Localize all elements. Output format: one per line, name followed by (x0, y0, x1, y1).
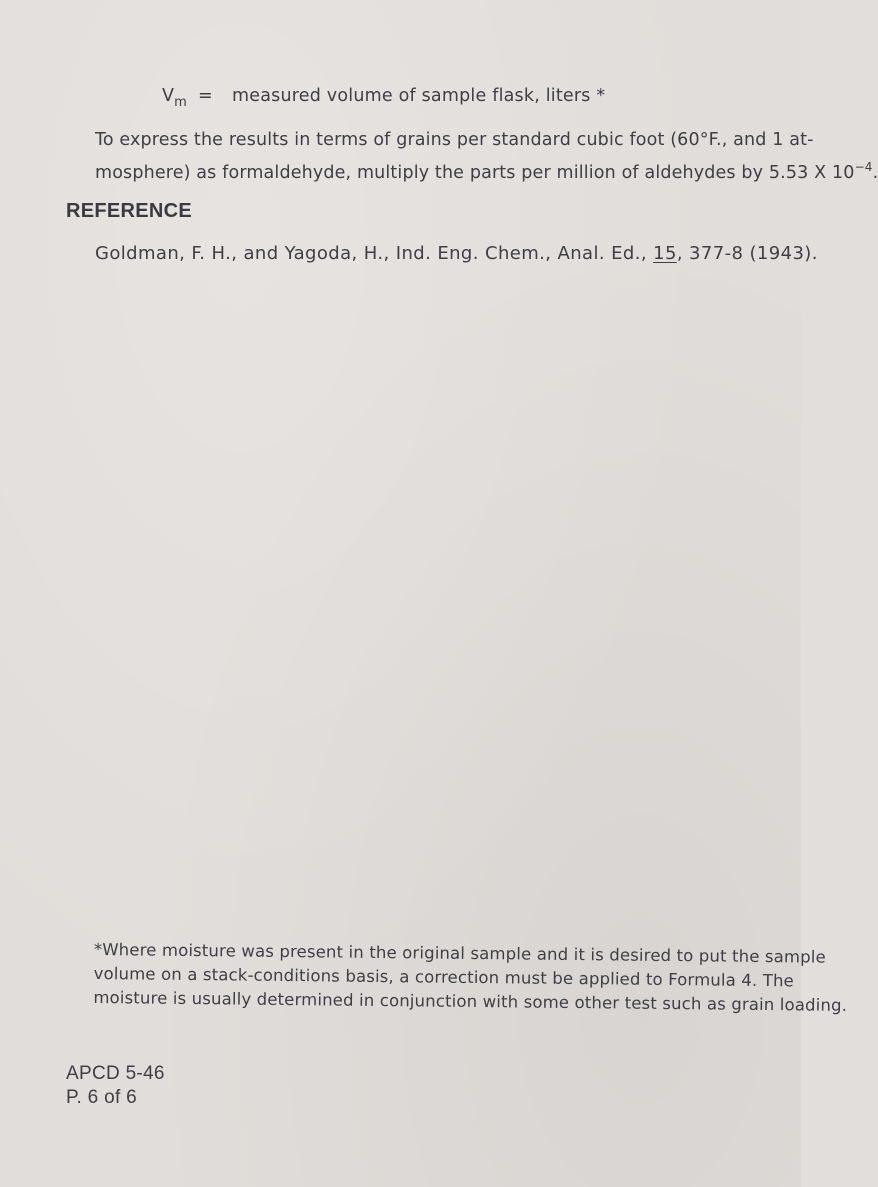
symbol-letter: V (162, 86, 175, 106)
definition-text: measured volume of sample flask, liters * (232, 86, 606, 106)
variable-definition (162, 86, 605, 110)
reference-heading: REFERENCE (66, 200, 193, 222)
paragraph-line-2 (95, 154, 878, 187)
paragraph-line-2-text: mosphere) as formaldehyde, multiply the parts per million of aldehydes by 5.53 X 10 (95, 162, 855, 183)
reference-citation (95, 243, 818, 264)
exponent: −4 (854, 160, 873, 174)
moisture-footnote (93, 938, 848, 1017)
symbol-subscript: m (174, 95, 188, 110)
variable-symbol (162, 86, 198, 110)
citation-authors: Goldman, F. H., and Yagoda, H., Ind. Eng. Chem., Anal. Ed., (95, 243, 654, 264)
equals-sign: = (198, 86, 213, 106)
document-identifier (66, 1062, 165, 1110)
paragraph-line-2-end: . (872, 162, 878, 183)
footnote-line-2: volume on a stack-conditions basis, a correction must be applied to Formula 4. The (93, 963, 795, 991)
conversion-paragraph (95, 127, 878, 187)
footnote-line-3: moisture is usually determined in conjunction with some other test such as grain loading. (93, 987, 848, 1015)
footnote-line-1: *Where moisture was present in the original sample and it is desired to put the sample (93, 939, 826, 967)
page-number: P. 6 of 6 (66, 1087, 138, 1108)
document-code: APCD 5-46 (66, 1063, 165, 1084)
citation-pages: , 377-8 (1943). (676, 243, 818, 264)
paragraph-line-1: To express the results in terms of grains per standard cubic foot (60°F., and 1 at- (95, 130, 814, 150)
citation-volume: 15 (653, 243, 677, 264)
